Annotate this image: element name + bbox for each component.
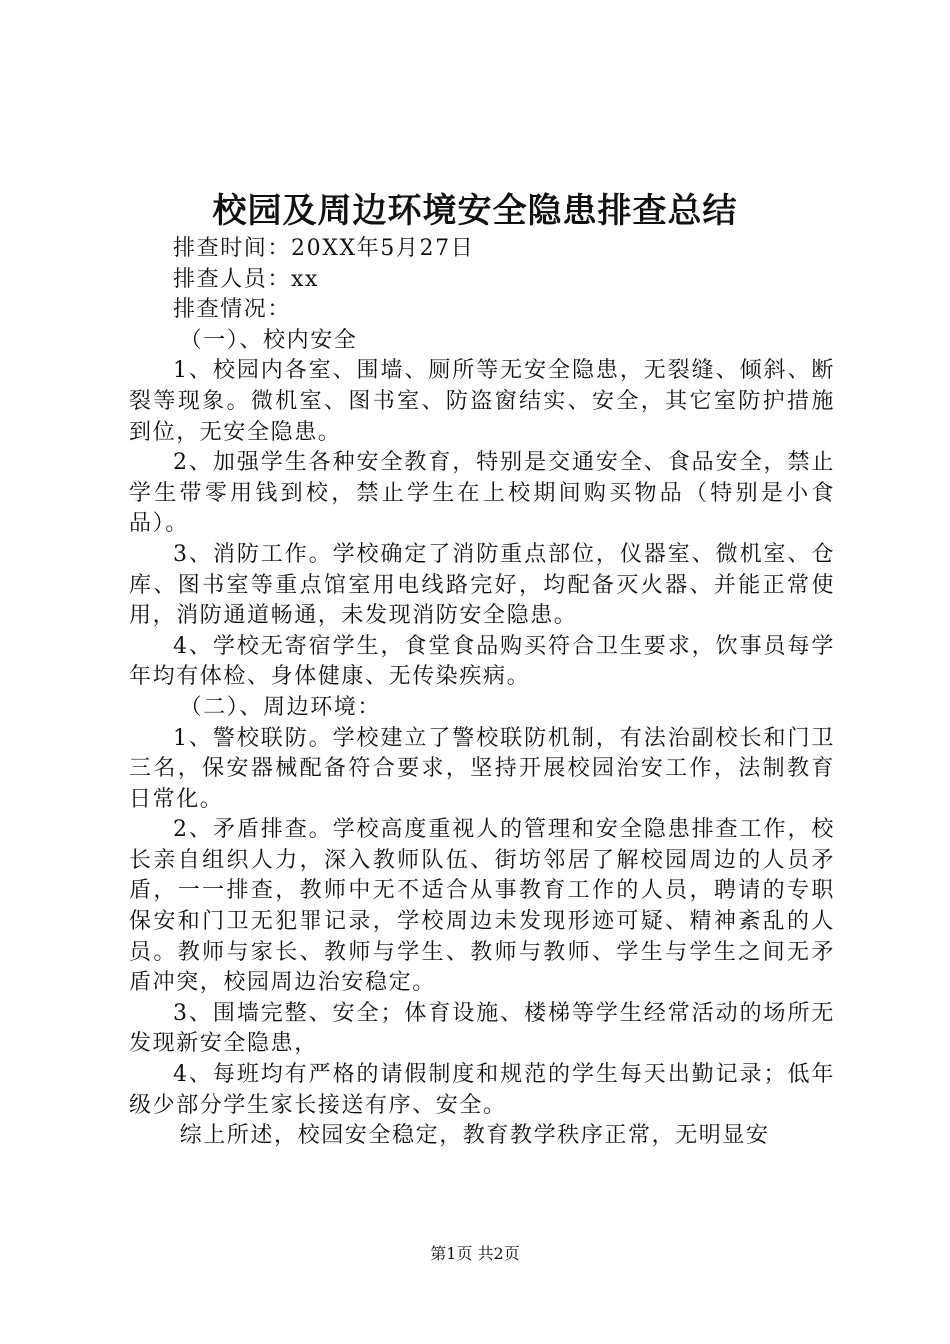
paragraph-surroundings-item-2: 2、矛盾排查。学校高度重视人的管理和安全隐患排查工作，校长亲自组织人力，深入教师队伍、街坊邻居了解校园周边的人员矛盾，一一排查，教师中无不适合从事教育工作的人员，聘请的专职保安和门卫无犯罪记录，学校周边未发现形迹可疑、精神紊乱的人员。教师与家长、教师与学生、教师与教师、学生与学生之间无矛盾冲突，校园周边治安稳定。 (129, 817, 835, 996)
section-heading-surroundings: （二）、周边环境： (179, 694, 381, 720)
paragraph-campus-item-4: 4、学校无寄宿学生，食堂食品购买符合卫生要求，饮事员每学年均有体检、身体健康、无传染疾病。 (129, 633, 835, 690)
paragraph-campus-item-3: 3、消防工作。学校确定了消防重点部位，仪器室、微机室、仓库、图书室等重点馆室用电线路完好，均配备灭火器、并能正常使用，消防通道畅通，未发现消防安全隐患。 (129, 541, 835, 629)
paragraph-surroundings-item-1: 1、警校联防。学校建立了警校联防机制，有法治副校长和门卫三名，保安器械配备符合要求，坚持开展校园治安工作，法制教育日常化。 (129, 725, 835, 812)
paragraph-inspection-time: 排查时间：20XX年5月27日 (173, 236, 475, 261)
paragraph-conclusion: 综上所述，校园安全稳定，教育教学秩序正常，无明显安 (179, 1123, 770, 1149)
paragraph-surroundings-item-3: 3、围墙完整、安全；体育设施、楼梯等学生经常活动的场所无发现新安全隐患， (129, 1000, 835, 1057)
paragraph-inspection-status: 排查情况： (173, 297, 292, 323)
document-body (129, 234, 835, 1152)
paragraph-surroundings-item-4: 4、每班均有严格的请假制度和规范的学生每天出勤记录；低年级少部分学生家长接送有序、安全。 (129, 1062, 835, 1118)
page-footer: 第1页 共2页 (430, 1244, 520, 1263)
paragraph-campus-item-2: 2、加强学生各种安全教育，特别是交通安全、食品安全，禁止学生带零用钱到校，禁止学生在上校期间购买物品（特别是小食品）。 (129, 450, 835, 537)
document-title: 校园及周边环境安全隐患排查总结 (212, 191, 738, 231)
section-heading-campus-safety: （一）、校内安全 (179, 327, 358, 353)
paragraph-campus-item-1: 1、校园内各室、围墙、厕所等无安全隐患，无裂缝、倾斜、断裂等现象。微机室、图书室、防盗窗结实、安全，其它室防护措施到位，无安全隐患。 (129, 358, 835, 445)
paragraph-inspectors: 排查人员：xx (173, 266, 320, 292)
